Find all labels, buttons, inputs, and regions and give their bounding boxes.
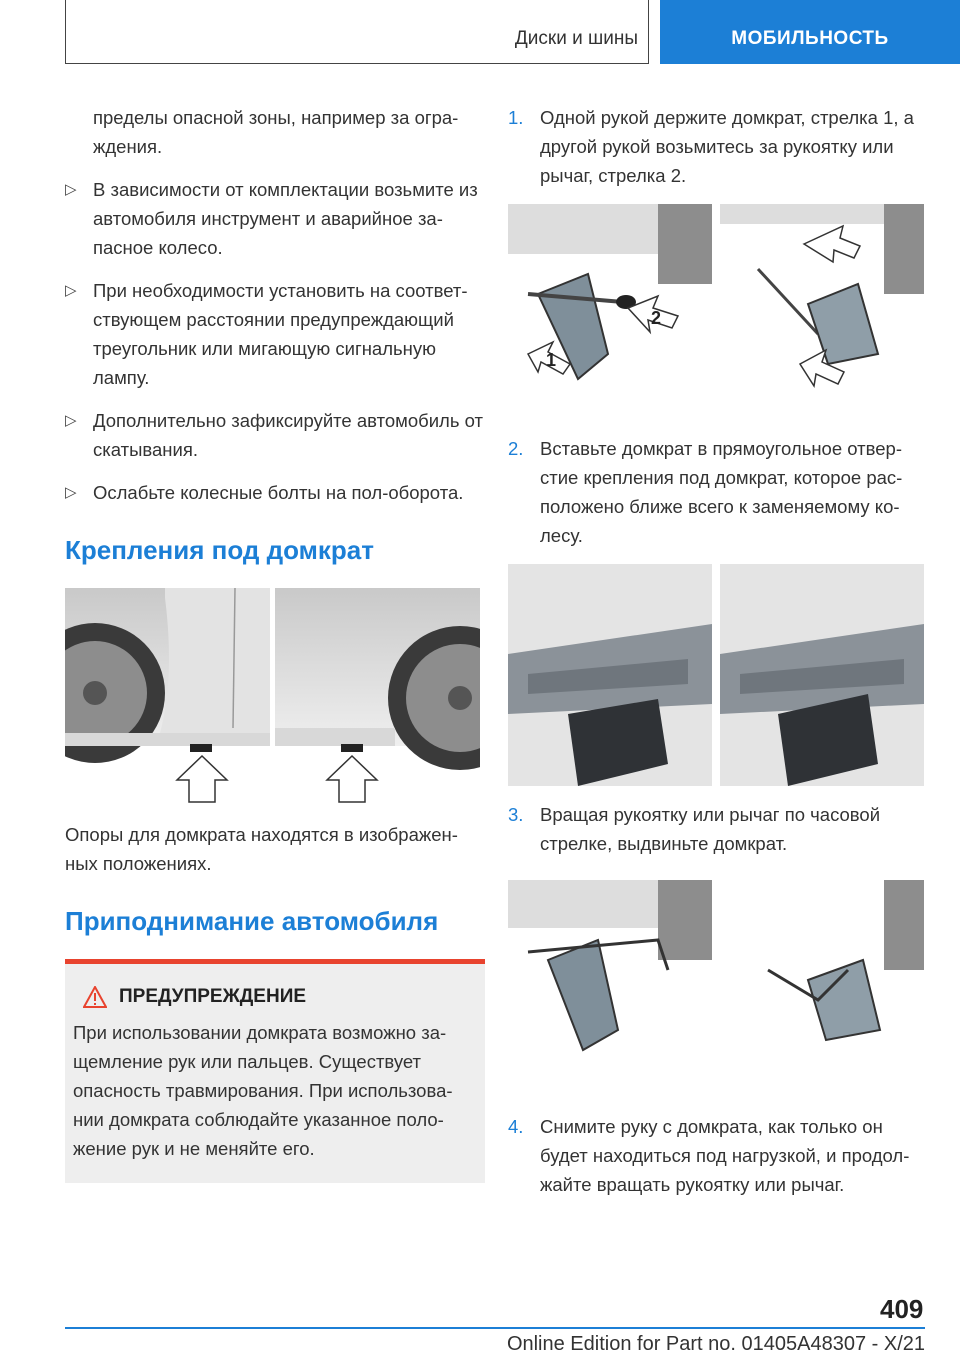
continued-paragraph: пределы опасной зоны, например за огра-ждения. xyxy=(93,107,459,157)
arrow-label-1: 1 xyxy=(546,350,557,370)
bullet-text: Дополнительно зафиксируйте автомобиль от скатывания. xyxy=(93,410,483,460)
step-4 xyxy=(508,1112,928,1199)
footer-edition: Online Edition for Part no. 01405A48307 - X/21 xyxy=(506,1333,925,1355)
heading-lifting: Приподнимание автомобиля xyxy=(65,906,439,936)
warning-title: ПРЕДУПРЕЖДЕНИЕ xyxy=(119,986,307,1007)
warning-box xyxy=(65,959,485,1183)
step-text: Вставьте домкрат в прямоугольное отвер-стие крепления под домкрат, которое рас-положено ближе всего к заменяемому ко-лесу. xyxy=(540,438,903,546)
bullet-item-2 xyxy=(65,276,485,392)
warning-body: При использовании домкрата возможно за-щемление рук или пальцев. Существует опасность травмирования. При использова-нии домкрата соблюдайте указанное поло-жение рук и не меняйте его. xyxy=(73,1022,453,1159)
step-3 xyxy=(508,800,928,858)
step-text: Снимите руку с домкрата, как только он будет находиться под нагрузкой, и продол-жайте вращать рукоятку или рычаг. xyxy=(540,1116,910,1195)
step-text: Одной рукой держите домкрат, стрелка 1, а другой рукой возьмитесь за рукоятку или рычаг, стрелка 2. xyxy=(540,107,914,186)
jack-insert-image xyxy=(508,564,924,786)
caption-jack-points: Опоры для домкрата находятся в изображен-ных положениях. xyxy=(65,824,458,874)
bullet-marker-icon: ▷ xyxy=(65,412,77,429)
warning-triangle-icon xyxy=(83,986,107,1008)
step-1 xyxy=(508,103,928,190)
jack-points-image xyxy=(65,588,480,806)
bullet-item-3 xyxy=(65,406,485,464)
bullet-marker-icon: ▷ xyxy=(65,181,77,198)
bullet-text: При необходимости установить на соответ-ствующем расстоянии предупреждающий треугольник или мигающую сигнальную лампу. xyxy=(93,280,468,388)
right-column xyxy=(508,103,928,1199)
arrow-label-2: 2 xyxy=(651,308,662,328)
step-2-illustration xyxy=(508,564,928,786)
warning-title-row xyxy=(83,986,473,1008)
step-number: 4. xyxy=(508,1116,524,1137)
bullet-item-1 xyxy=(65,175,485,262)
header-section-title: Диски и шины xyxy=(514,28,638,49)
step-2 xyxy=(508,434,928,550)
bullet-marker-icon: ▷ xyxy=(65,484,77,501)
bullet-text: В зависимости от комплектации возьмите из автомобиля инструмент и аварийное за-пасное колесо. xyxy=(93,179,478,258)
bullet-text: Ослабьте колесные болты на пол-оборота. xyxy=(93,482,464,503)
jack-raise-image xyxy=(508,880,924,1076)
step-number: 3. xyxy=(508,804,524,825)
step-1-illustration xyxy=(508,204,928,400)
left-column xyxy=(65,103,485,1183)
step-3-illustration xyxy=(508,880,928,1076)
page-number: 409 xyxy=(880,1294,924,1324)
step-number: 2. xyxy=(508,438,524,459)
bullet-marker-icon: ▷ xyxy=(65,282,77,299)
header-chapter-tab[interactable]: МОБИЛЬНОСТЬ xyxy=(660,0,960,64)
footer-divider xyxy=(65,1327,925,1329)
heading-jack-points: Крепления под домкрат xyxy=(65,535,374,565)
step-text: Вращая рукоятку или рычаг по часовой стрелке, выдвиньте домкрат. xyxy=(540,804,881,854)
jack-points-illustration xyxy=(65,588,485,806)
step-number: 1. xyxy=(508,107,524,128)
bullet-item-4 xyxy=(65,478,485,507)
jack-handle-image xyxy=(508,204,924,400)
